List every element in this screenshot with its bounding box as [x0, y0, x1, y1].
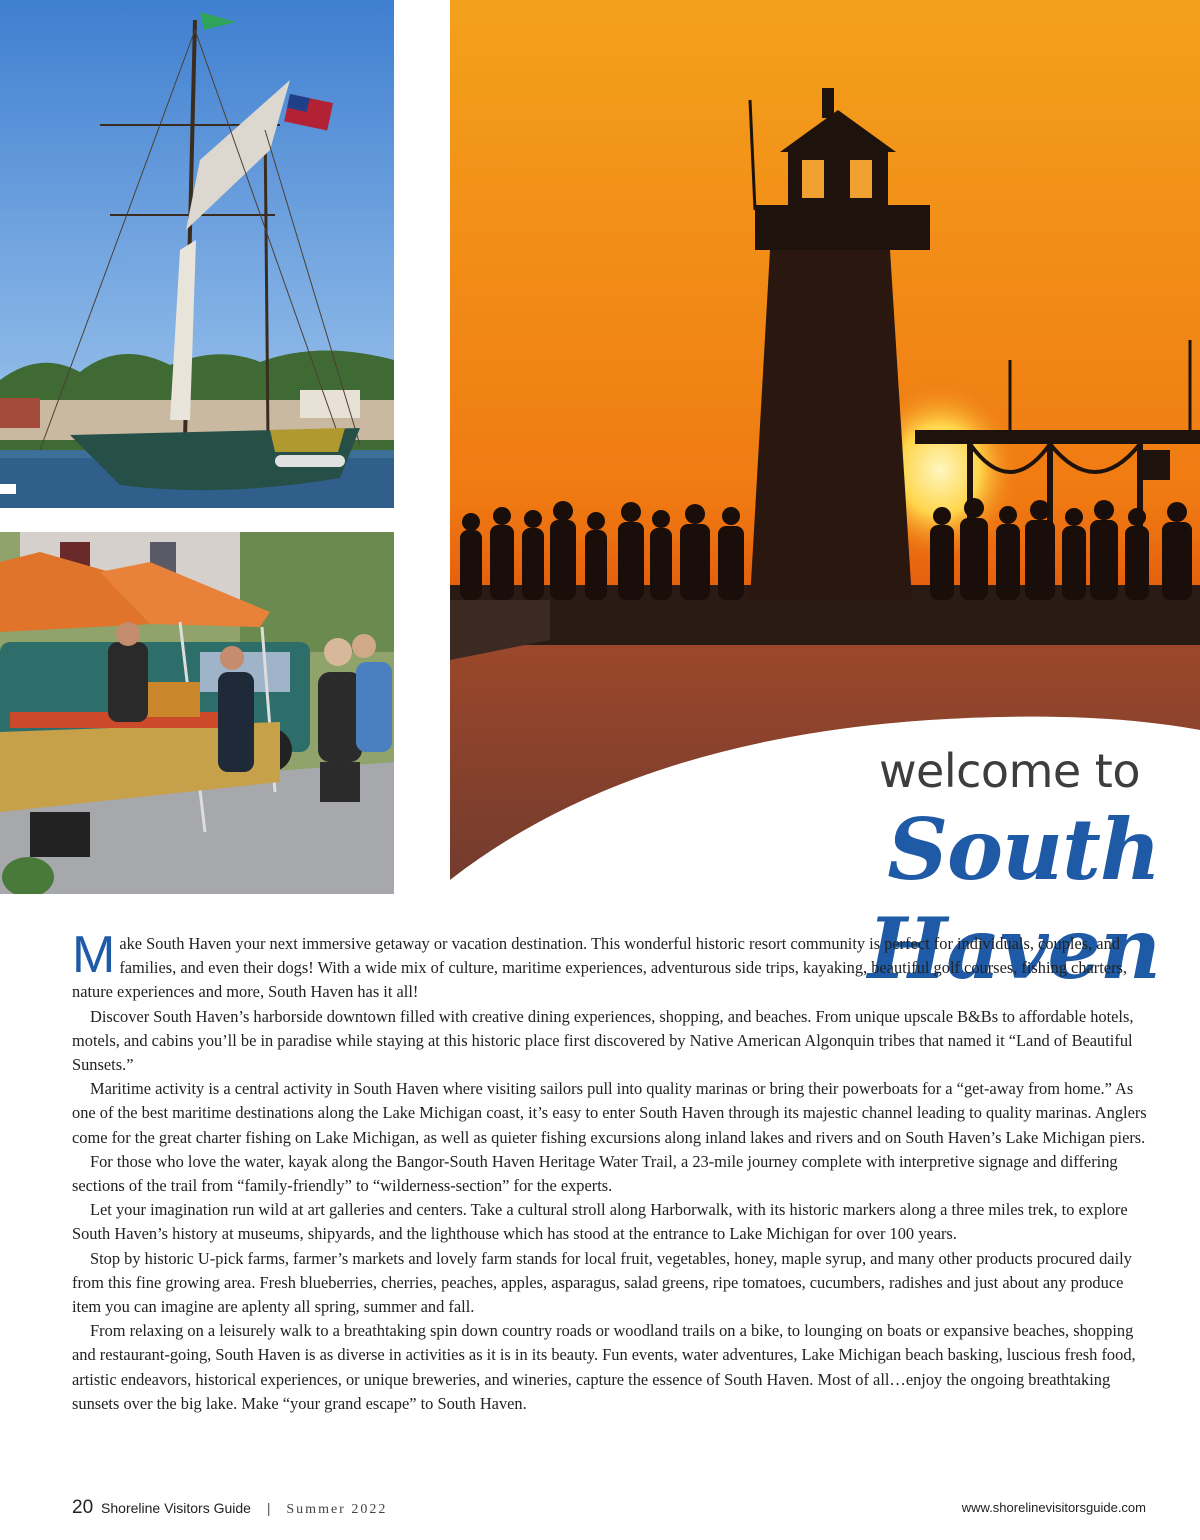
website-link[interactable]: www.shorelinevisitorsguide.com	[961, 1500, 1146, 1515]
town-title: South Haven	[867, 800, 1160, 998]
footer-separator: |	[266, 1500, 271, 1516]
article-paragraph: For those who love the water, kayak along the Bangor-South Haven Heritage Water Trail, a 23-mile journey complete with interpretive signage and differing sections of the trail from “family-friendly” to “wilderness-section” for the experts.	[72, 1151, 1118, 1196]
article-paragraph: Discover South Haven’s harborside downtown filled with creative dining experiences, shopping, and beaches. From unique upscale B&Bs to affordable hotels, motels, and cabins you’ll be in paradise while staying at this historic place first discovered by Native American Algonquin tribes that named it “Land of Beautiful Sunsets.”	[72, 1006, 1134, 1075]
paragraph-text: ake South Haven your next immersive getaway or vacation destination. This wonderful historic resort community is perfect for individuals, couples, and families, and even their dogs! With a wide mix of culture, maritime experiences, adventurous side trips, kayaking, beautiful golf courses, fishing charters, nature experiences and more, South Haven has it all!	[72, 934, 1128, 1002]
page-number: 20	[72, 1497, 94, 1518]
article-paragraph: Stop by historic U-pick farms, farmer’s markets and lovely farm stands for local fruit, vegetables, honey, maple syrup, and many other products procured daily from this fine growing area. Fresh blueberries, cherries, peaches, apples, asparagus, salad greens, ripe tomatoes, cucumbers, radishes and just about any produce item you can imagine are aplenty all spring, summer and fall.	[72, 1248, 1132, 1317]
article-paragraph: Maritime activity is a central activity in South Haven where visiting sailors pull into quality marinas or bring their powerboats for a “get-away from home.” As one of the best maritime destinations along the Lake Michigan coast, it’s easy to enter South Haven through its majestic channel leading to quality marinas. Anglers come for the great charter fishing on Lake Michigan, as well as quieter fishing excursions along inland lakes and rivers and on South Haven’s Lake Michigan piers.	[72, 1079, 1147, 1147]
article-body	[72, 926, 1147, 1416]
page-footer	[72, 1497, 1146, 1523]
article-paragraph	[72, 926, 1147, 1005]
publication-name: Shoreline Visitors Guide	[101, 1500, 251, 1516]
article-paragraph: Let your imagination run wild at art galleries and centers. Take a cultural stroll along Harborwalk, with its historic markers along a three miles trek, to explore South Haven’s history at museums, shipyards, and the lighthouse which has stood at the entrance to Lake Michigan for over 100 years.	[72, 1200, 1128, 1244]
tall-ship-photo	[0, 0, 394, 508]
drop-cap: M	[72, 926, 116, 984]
farmers-market-photo	[0, 532, 394, 894]
article-paragraph: From relaxing on a leisurely walk to a breathtaking spin down country roads or woodland trails on a bike, to lounging on boats or expansive beaches, shopping and restaurant-going, South Haven is as diverse in activities as it is in its beauty. Fun events, water adventures, Lake Michigan beach basking, luscious fresh food, artistic endeavors, historical experiences, or unique breweries, and wineries, capture the essence of South Haven. Most of all…enjoy the ongoing breathtaking sunsets over the big lake. Make “your grand escape” to South Haven.	[72, 1321, 1136, 1413]
issue-label: Summer 2022	[286, 1502, 388, 1517]
welcome-heading: welcome to	[878, 744, 1140, 798]
